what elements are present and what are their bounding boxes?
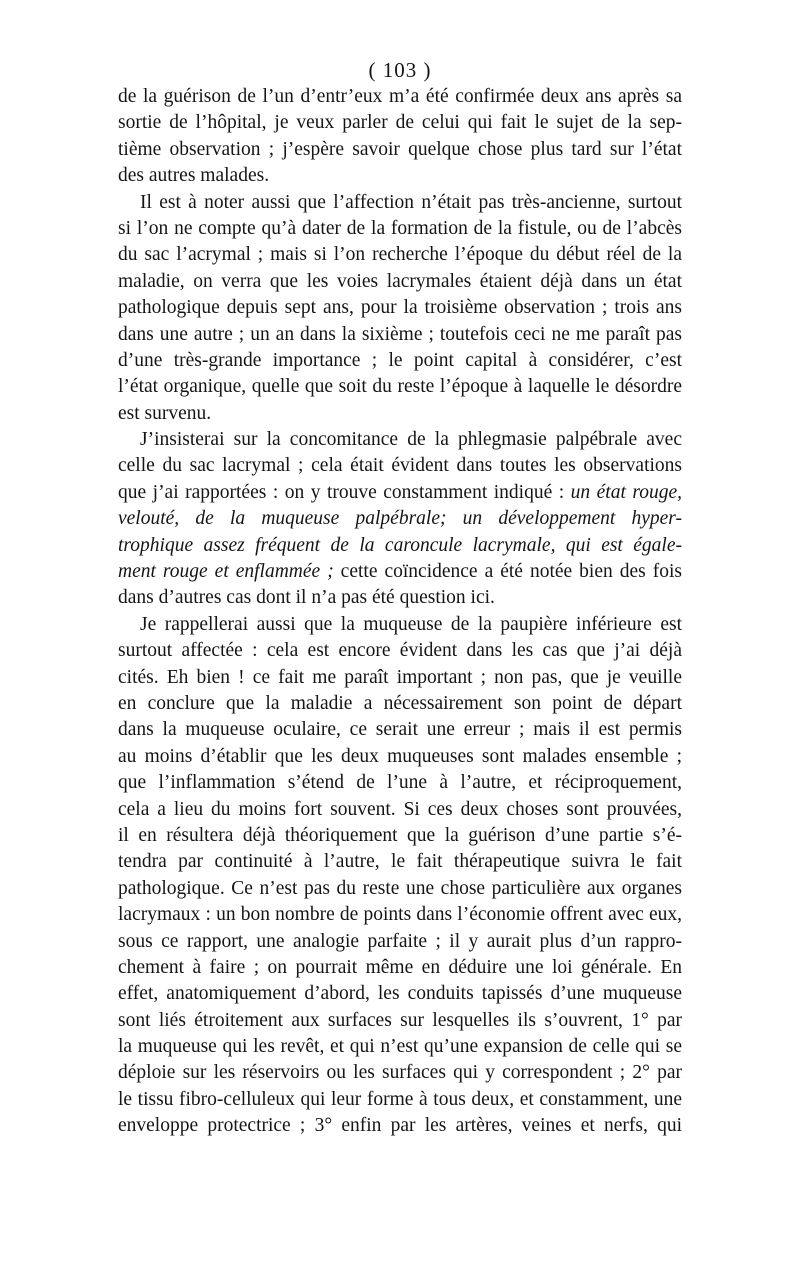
text-segment: d’une très-grande importance ; le point capital à considérer, c’est xyxy=(118,349,682,371)
text-line xyxy=(118,1060,682,1086)
text-segment: cette coïncidence a été notée bien des fois xyxy=(333,561,682,583)
text-line xyxy=(118,242,682,268)
text-segment: enveloppe protectrice ; 3° enfin par les artères, veines et nerfs, qui xyxy=(118,1115,682,1137)
text-segment: au moins d’établir que les deux muqueuses sont malades ensemble ; xyxy=(118,745,682,767)
paragraph xyxy=(118,612,682,1140)
text-line xyxy=(118,955,682,981)
text-segment: l’état organique, quelle que soit du reste l’époque à laquelle le désordre xyxy=(118,376,682,398)
text-line xyxy=(118,1008,682,1034)
text-line xyxy=(118,770,682,796)
text-segment: la muqueuse qui les revêt, et qui n’est qu’une expansion de celle qui se xyxy=(118,1036,682,1058)
text-segment: pathologique depuis sept ans, pour la troisième observation ; trois ans xyxy=(118,297,682,319)
text-segment: cela a lieu du moins fort souvent. Si ces deux choses sont prouvées, xyxy=(118,798,682,820)
text-segment: tième observation ; j’espère savoir quelque chose plus tard sur l’état xyxy=(118,138,682,160)
italic-text: velouté, de la muqueuse palpébrale; un développement hyper- xyxy=(118,508,682,530)
text-line xyxy=(118,374,682,400)
page-number: ( 103 ) xyxy=(368,58,432,82)
text-line xyxy=(118,902,682,928)
text-segment: que l’inflammation s’étend de l’une à l’autre, et réciproquement, xyxy=(118,772,682,794)
text-segment: dans d’autres cas dont il n’a pas été question ici. xyxy=(118,587,495,609)
text-segment: Je rappellerai aussi que la muqueuse de la paupière inférieure est xyxy=(140,613,682,635)
text-segment: il en résultera déjà théoriquement que la guérison d’une partie s’é- xyxy=(118,824,682,846)
text-segment: cités. Eh bien ! ce fait me paraît important ; non pas, que je veuille xyxy=(118,666,682,688)
italic-text: ment rouge et enflammée ; xyxy=(118,561,334,583)
text-line xyxy=(118,453,682,479)
text-segment: J’insisterai sur la concomitance de la phlegmasie palpébrale avec xyxy=(140,429,682,451)
text-line xyxy=(118,322,682,348)
text-line xyxy=(118,744,682,770)
text-segment: si l’on ne compte qu’à dater de la formation de la fistule, ou de l’abcès xyxy=(118,217,682,239)
text-segment: surtout affectée : cela est encore évident dans les cas que j’ai déjà xyxy=(118,640,682,662)
text-line xyxy=(118,480,682,506)
text-segment: sortie de l’hôpital, je veux parler de celui qui fait le sujet de la sep- xyxy=(118,112,682,134)
text-segment: chement à faire ; on pourrait même en déduire une loi générale. En xyxy=(118,956,682,978)
text-segment: que j’ai rapportées : on y trouve constamment indiqué : xyxy=(118,481,571,503)
text-segment: des autres malades. xyxy=(118,165,270,187)
italic-text: un état rouge, xyxy=(570,481,682,503)
text-line xyxy=(118,849,682,875)
text-line xyxy=(118,876,682,902)
text-line xyxy=(118,823,682,849)
text-segment: dans une autre ; un an dans la sixième ; toutefois ceci ne me paraît pas xyxy=(118,323,682,345)
text-line xyxy=(118,110,682,136)
text-line xyxy=(118,691,682,717)
text-line xyxy=(118,929,682,955)
text-segment: effet, anatomiquement d’abord, les conduits tapissés d’une muqueuse xyxy=(118,983,682,1005)
text-segment: dans la muqueuse oculaire, ce serait une erreur ; mais il est permis xyxy=(118,719,682,741)
text-line xyxy=(118,1034,682,1060)
text-line xyxy=(118,269,682,295)
text-segment: en conclure que la maladie a nécessairement son point de départ xyxy=(118,692,682,714)
text-segment: lacrymaux : un bon nombre de points dans l’économie offrent avec eux, xyxy=(118,904,682,926)
text-line xyxy=(118,295,682,321)
text-segment: celle du sac lacrymal ; cela était évident dans toutes les observations xyxy=(118,455,682,477)
text-segment: déploie sur les réservoirs ou les surfaces qui y correspondent ; 2° par xyxy=(118,1062,682,1084)
text-line xyxy=(118,216,682,242)
text-segment: sous ce rapport, une analogie parfaite ; il y aurait plus d’un rappro- xyxy=(118,930,682,952)
text-segment: sont liés étroitement aux surfaces sur lesquelles ils s’ouvrent, 1° par xyxy=(118,1009,682,1031)
text-line xyxy=(118,665,682,691)
text-segment: maladie, on verra que les voies lacrymales étaient déjà dans un état xyxy=(118,270,682,292)
text-segment: le tissu fibro-celluleux qui leur forme à tous deux, et constamment, une xyxy=(118,1088,682,1110)
text-line xyxy=(118,401,682,427)
text-line xyxy=(118,84,682,110)
text-line xyxy=(118,585,682,611)
text-line xyxy=(118,638,682,664)
italic-text: trophique assez fréquent de la caroncule lacrymale, qui est égale- xyxy=(118,534,682,556)
paragraph xyxy=(118,190,682,428)
body-text xyxy=(118,84,682,1140)
text-segment: de la guérison de l’un d’entr’eux m’a été confirmée deux ans après sa xyxy=(118,86,682,107)
text-line xyxy=(118,533,682,559)
paragraph xyxy=(118,427,682,612)
text-segment: du sac l’acrymal ; mais si l’on recherche l’époque du début réel de la xyxy=(118,244,682,266)
paragraph xyxy=(118,84,682,190)
text-line xyxy=(118,163,682,189)
text-line xyxy=(118,427,682,453)
text-line xyxy=(118,559,682,585)
text-line xyxy=(118,190,682,216)
text-line xyxy=(118,1113,682,1139)
text-line xyxy=(118,612,682,638)
text-segment: tendra par continuité à l’autre, le fait thérapeutique suivra le fait xyxy=(118,851,682,873)
text-line xyxy=(118,797,682,823)
text-line xyxy=(118,506,682,532)
text-line xyxy=(118,137,682,163)
text-segment: Il est à noter aussi que l’affection n’était pas très-ancienne, surtout xyxy=(140,191,682,213)
text-line xyxy=(118,981,682,1007)
text-line xyxy=(118,348,682,374)
text-line xyxy=(118,1087,682,1113)
text-segment: pathologique. Ce n’est pas du reste une chose particulière aux organes xyxy=(118,877,682,899)
text-line xyxy=(118,717,682,743)
text-segment: est survenu. xyxy=(118,402,212,424)
